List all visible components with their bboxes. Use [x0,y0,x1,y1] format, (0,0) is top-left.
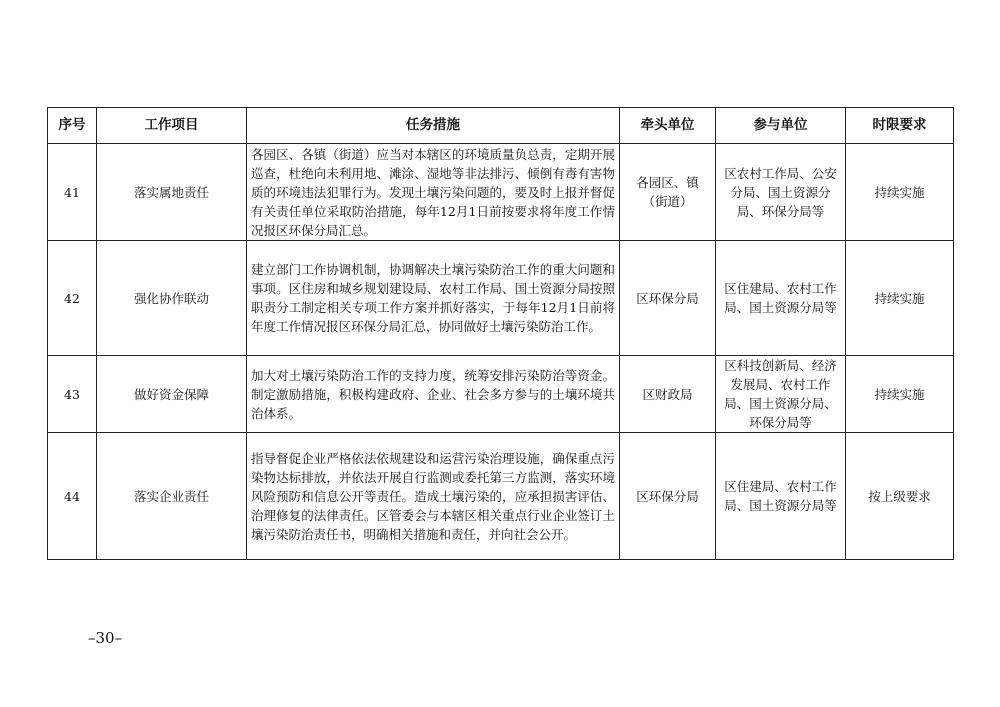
row-lead: 区环保分局 [620,241,716,356]
row-no: 41 [48,144,97,241]
page-number: –30– [88,629,123,647]
row-partners: 区住建局、农村工作局、国土资源分局等 [716,433,846,560]
row-no: 44 [48,433,97,560]
row-item: 做好资金保障 [97,356,247,433]
row-lead: 各园区、镇（街道） [620,144,716,241]
table-row [48,241,954,356]
header-partners: 参与单位 [716,108,846,144]
row-deadline: 持续实施 [846,241,954,356]
row-measure: 建立部门工作协调机制，协调解决土壤污染防治工作的重大问题和事项。区住房和城乡规划建设局、农村工作局、国土资源分局按照职责分工制定相关专项工作方案并抓好落实，于每年12月1日前将年度工作情况报区环保分局汇总，协同做好土壤污染防治工作。 [247,241,620,356]
task-table [47,107,954,560]
row-measure: 各园区、各镇（街道）应当对本辖区的环境质量负总责，定期开展巡查，杜绝向未利用地、滩涂、湿地等非法排污、倾倒有毒有害物质的环境违法犯罪行为。发现土壤污染问题的，要及时上报并督促有关责任单位采取防治措施，每年12月1日前按要求将年度工作情况报区环保分局汇总。 [247,144,620,241]
row-partners: 区农村工作局、公安分局、国土资源分局、环保分局等 [716,144,846,241]
row-item: 强化协作联动 [97,241,247,356]
header-item: 工作项目 [97,108,247,144]
row-no: 42 [48,241,97,356]
row-deadline: 持续实施 [846,144,954,241]
row-deadline: 持续实施 [846,356,954,433]
header-deadline: 时限要求 [846,108,954,144]
header-measure: 任务措施 [247,108,620,144]
row-partners: 区住建局、农村工作局、国土资源分局等 [716,241,846,356]
header-no: 序号 [48,108,97,144]
row-item: 落实属地责任 [97,144,247,241]
row-item: 落实企业责任 [97,433,247,560]
table-header-row [48,108,954,144]
table-row [48,356,954,433]
row-lead: 区环保分局 [620,433,716,560]
table-row [48,433,954,560]
table-row [48,144,954,241]
row-deadline: 按上级要求 [846,433,954,560]
row-partners: 区科技创新局、经济发展局、农村工作局、国土资源分局、环保分局等 [716,356,846,433]
row-lead: 区财政局 [620,356,716,433]
header-lead: 牵头单位 [620,108,716,144]
row-no: 43 [48,356,97,433]
row-measure: 加大对土壤污染防治工作的支持力度，统筹安排污染防治等资金。制定激励措施，积极构建政府、企业、社会多方参与的土壤环境共治体系。 [247,356,620,433]
row-measure: 指导督促企业严格依法依规建设和运营污染治理设施，确保重点污染物达标排放，并依法开展自行监测或委托第三方监测，落实环境风险预防和信息公开等责任。造成土壤污染的，应承担损害评估、治理修复的法律责任。区管委会与本辖区相关重点行业企业签订土壤污染防治责任书，明确相关措施和责任，并向社会公开。 [247,433,620,560]
